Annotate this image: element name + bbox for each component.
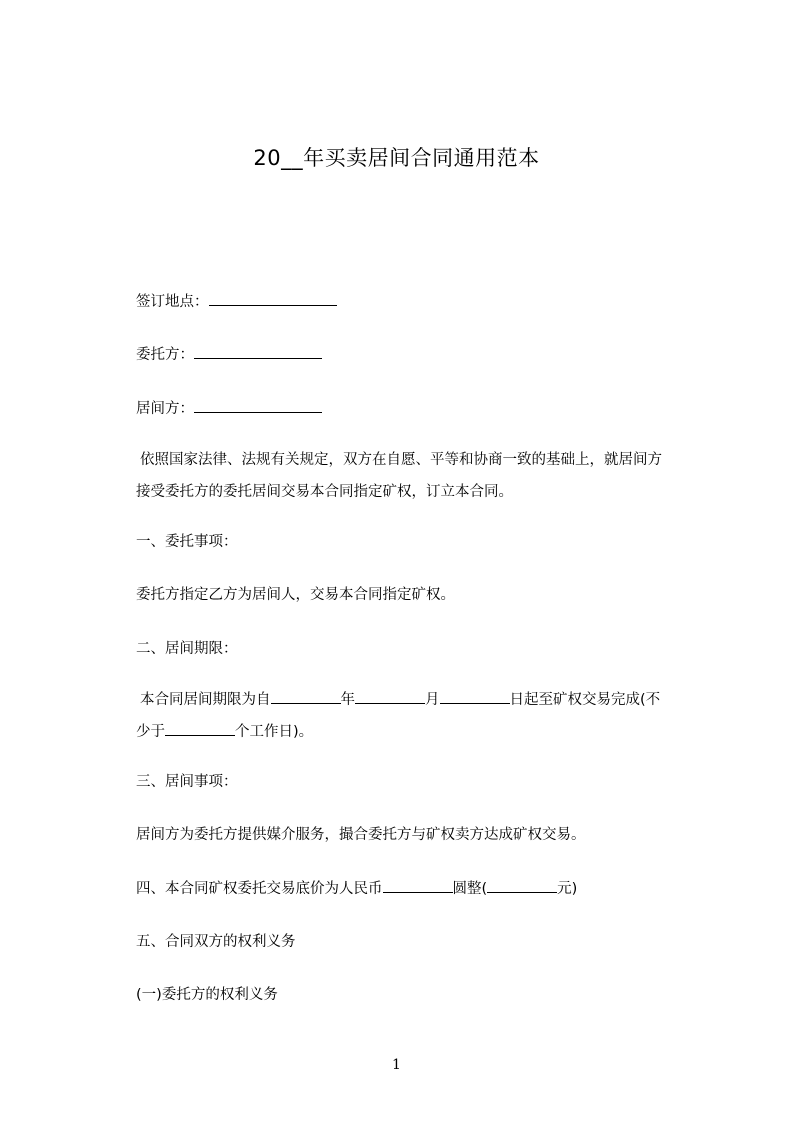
start-month-blank	[355, 689, 425, 704]
broker-blank	[194, 398, 322, 413]
section2-body	[136, 684, 666, 748]
section1-body: 委托方指定乙方为居间人，交易本合同指定矿权。	[136, 587, 455, 603]
section4-text-3: 元)	[557, 881, 578, 897]
section5-sub1: (一)委托方的权利义务	[136, 987, 278, 1003]
document-title: 20__年买卖居间合同通用范本	[253, 146, 540, 170]
intro-paragraph: 依照国家法律、法规有关规定，双方在自愿、平等和协商一致的基础上，就居间方接受委托方的委托居间交易本合同指定矿权，订立本合同。	[136, 452, 662, 500]
client-label: 委托方：	[136, 347, 194, 363]
section3-body: 居间方为委托方提供媒介服务，撮合委托方与矿权卖方达成矿权交易。	[136, 827, 586, 843]
broker-field	[136, 398, 322, 419]
page-number: 1	[392, 1057, 401, 1073]
client-field	[136, 344, 322, 365]
section2-text-1: 本合同居间期限为自	[140, 692, 271, 708]
section2-text-5: 个工作日)。	[235, 724, 314, 740]
section2-text-3: 月	[425, 692, 440, 708]
sign-place-field	[136, 291, 337, 312]
section4-line	[136, 878, 577, 899]
section2-heading: 二、居间期限：	[136, 641, 238, 657]
section4-text-2: 圆整(	[452, 881, 488, 897]
client-blank	[194, 344, 322, 359]
price-number-blank	[487, 878, 557, 893]
section1-heading: 一、委托事项：	[136, 534, 238, 550]
section5-heading: 五、合同双方的权利义务	[136, 934, 296, 950]
sign-place-label: 签订地点：	[136, 294, 209, 310]
section2-text-2: 年	[340, 692, 355, 708]
section2-text-4: 日起至矿权交易完成(不少于	[136, 692, 661, 740]
section4-text-1: 四、本合同矿权委托交易底价为人民币	[136, 881, 383, 897]
sign-place-blank	[209, 291, 337, 306]
section3-heading: 三、居间事项：	[136, 774, 238, 790]
start-year-blank	[271, 689, 341, 704]
price-words-blank	[383, 878, 453, 893]
start-day-blank	[440, 689, 510, 704]
broker-label: 居间方：	[136, 401, 194, 417]
workdays-blank	[165, 721, 235, 736]
